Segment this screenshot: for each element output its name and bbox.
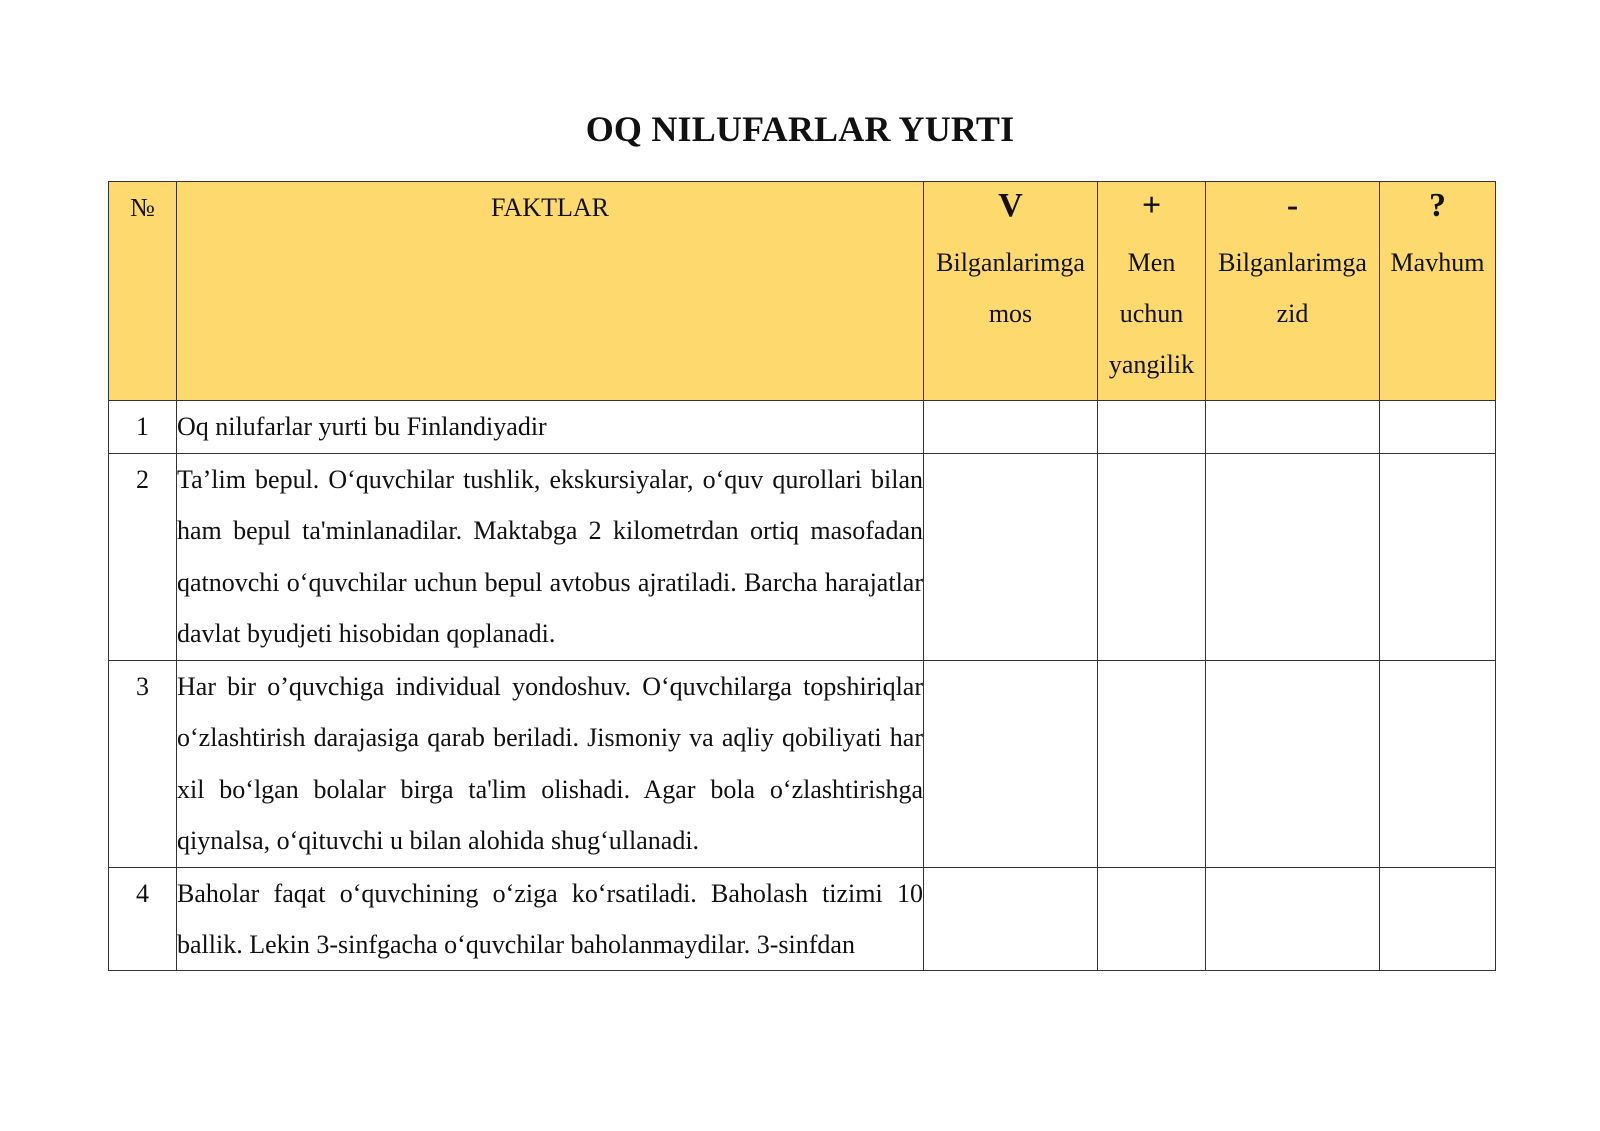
agree-cell[interactable] bbox=[924, 401, 1098, 454]
unclear-column-label: Mavhum bbox=[1390, 248, 1485, 277]
agree-column-label: Bilganlarimga mos bbox=[936, 248, 1085, 328]
facts-column-header: FAKTLAR bbox=[177, 182, 924, 401]
minus-symbol: - bbox=[1286, 187, 1299, 224]
contradict-column-label: Bilganlarimga zid bbox=[1218, 248, 1367, 328]
agree-cell[interactable] bbox=[924, 867, 1098, 970]
facts-table bbox=[108, 181, 1496, 971]
table-header-row bbox=[109, 182, 1496, 401]
fact-text: Baholar faqat o‘quvchining o‘ziga ko‘rsatiladi. Baholash tizimi 10 ballik. Lekin 3-sinfgacha o‘quvchilar baholanmaydilar. 3-sinfdan bbox=[177, 878, 923, 959]
unclear-cell[interactable] bbox=[1380, 401, 1496, 454]
plus-symbol: + bbox=[1141, 187, 1162, 224]
table-row bbox=[109, 453, 1496, 660]
question-symbol: ? bbox=[1429, 187, 1446, 224]
number-column-header: № bbox=[109, 182, 177, 401]
unclear-cell[interactable] bbox=[1380, 660, 1496, 867]
new-column-label: Men uchun yangilik bbox=[1108, 248, 1195, 379]
agree-cell[interactable] bbox=[924, 660, 1098, 867]
contradict-cell[interactable] bbox=[1206, 660, 1380, 867]
contradict-cell[interactable] bbox=[1206, 867, 1380, 970]
contradict-cell[interactable] bbox=[1206, 453, 1380, 660]
new-cell[interactable] bbox=[1098, 401, 1206, 454]
new-cell[interactable] bbox=[1098, 453, 1206, 660]
fact-cell bbox=[177, 867, 924, 970]
new-column-header bbox=[1098, 182, 1206, 401]
agree-column-header bbox=[924, 182, 1098, 401]
fact-text: Har bir o’quvchiga individual yondoshuv. O‘quvchilarga topshiriqlar o‘zlashtirish darajasiga qarab beriladi. Jismoniy va aqliy qobiliyati har xil bo‘lgan bolalar birga ta'lim olishadi. Agar bola o‘zlashtirishga qiynalsa, o‘qituvchi u bilan alohida shug‘ullanadi. bbox=[177, 660, 924, 867]
table-row bbox=[109, 401, 1496, 454]
page-title: OQ NILUFARLAR YURTI bbox=[585, 109, 1015, 149]
unclear-cell[interactable] bbox=[1380, 453, 1496, 660]
agree-cell[interactable] bbox=[924, 453, 1098, 660]
checkmark-v-symbol: V bbox=[998, 187, 1023, 224]
new-cell[interactable] bbox=[1098, 867, 1206, 970]
fact-text: Oq nilufarlar yurti bu Finlandiyadir bbox=[177, 401, 924, 454]
unclear-column-header bbox=[1380, 182, 1496, 401]
new-cell[interactable] bbox=[1098, 660, 1206, 867]
table-row bbox=[109, 867, 1496, 970]
row-number: 4 bbox=[109, 867, 177, 970]
row-number: 1 bbox=[109, 401, 177, 454]
contradict-column-header bbox=[1206, 182, 1380, 401]
row-number: 3 bbox=[109, 660, 177, 867]
row-number: 2 bbox=[109, 453, 177, 660]
fact-text: Ta’lim bepul. O‘quvchilar tushlik, ekskursiyalar, o‘quv qurollari bilan ham bepul ta'minlanadilar. Maktabga 2 kilometrdan ortiq masofadan qatnovchi o‘quvchilar uchun bepul avtobus ajratiladi. Barcha harajatlar davlat byudjeti hisobidan qoplanadi. bbox=[177, 453, 924, 660]
table-row bbox=[109, 660, 1496, 867]
contradict-cell[interactable] bbox=[1206, 401, 1380, 454]
unclear-cell[interactable] bbox=[1380, 867, 1496, 970]
